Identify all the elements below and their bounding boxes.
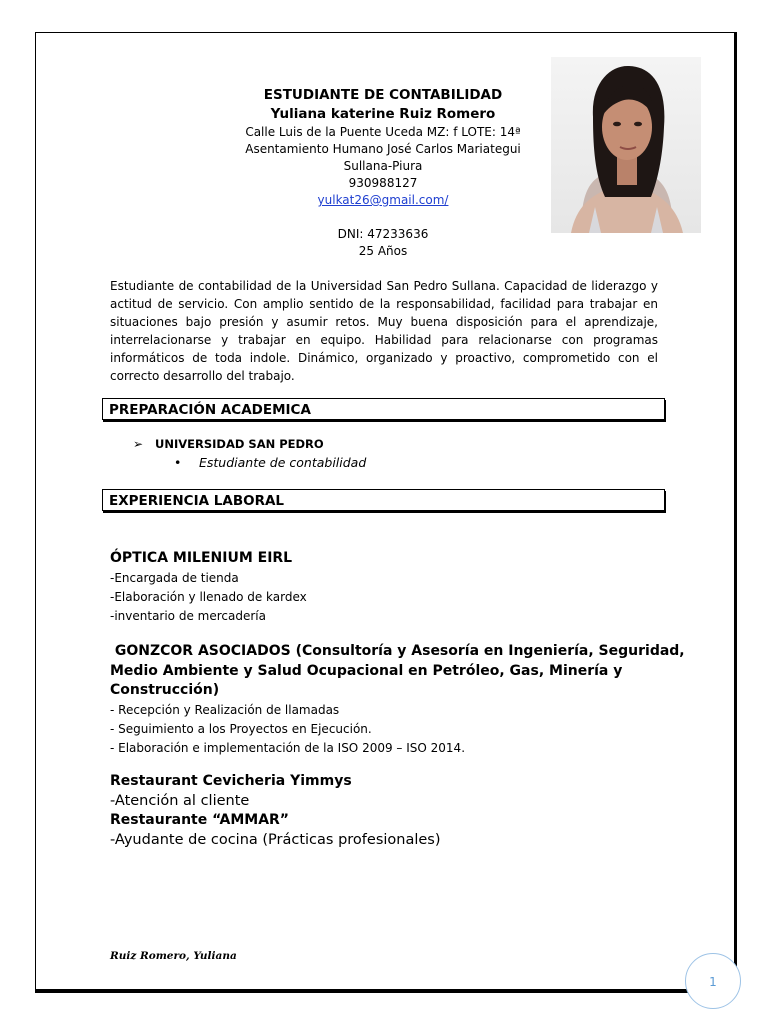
cv-header <box>200 86 566 260</box>
footer-author: Ruiz Romero, Yuliana <box>110 950 237 962</box>
job-optica <box>110 549 307 626</box>
job-company: ÓPTICA MILENIUM EIRL <box>110 550 293 566</box>
job-duty: - Elaboración e implementación de la ISO 2009 – ISO 2014. <box>110 740 466 755</box>
phone: 930988127 <box>348 176 418 190</box>
address-line-2: Asentamiento Humano José Carlos Mariategui <box>245 142 521 156</box>
job-company: Restaurante “AMMAR” <box>110 812 290 828</box>
job-gonzcor <box>110 642 685 758</box>
email-link[interactable]: yulkat26@gmail.com/ <box>317 193 449 207</box>
section-experience-header: EXPERIENCIA LABORAL <box>102 489 665 511</box>
job-duty: -Encargada de tienda <box>110 570 239 585</box>
profile-photo <box>551 57 701 233</box>
education-detail <box>174 454 366 472</box>
cv-title: ESTUDIANTE DE CONTABILIDAD <box>263 87 503 103</box>
section-education-header: PREPARACIÓN ACADEMICA <box>102 398 665 420</box>
address-line-1: Calle Luis de la Puente Uceda MZ: f LOTE: 14ª <box>245 125 521 139</box>
education-detail-text: Estudiante de contabilidad <box>199 455 367 470</box>
job-duty: - Seguimiento a los Proyectos en Ejecución. <box>110 721 372 736</box>
job-company: Medio Ambiente y Salud Ocupacional en Petróleo, Gas, Minería y <box>110 662 623 679</box>
bullet-icon: • <box>174 455 182 470</box>
job-company: GONZCOR ASOCIADOS (Consultoría y Asesoría en Ingeniería, Seguridad, <box>110 643 685 659</box>
cv-name: Yuliana katerine Ruiz Romero <box>270 106 496 122</box>
job-company: Restaurant Cevicheria Yimmys <box>110 773 352 789</box>
education-institution <box>133 436 324 452</box>
institution-name: UNIVERSIDAD SAN PEDRO <box>155 437 324 451</box>
arrow-bullet-icon: ➢ <box>133 437 144 451</box>
job-company: Construcción) <box>110 682 220 698</box>
profile-summary: Estudiante de contabilidad de la Universidad San Pedro Sullana. Capacidad de liderazgo y actitud de servicio. Con amplio sentido de la responsabilidad, facilidad para trabajar en situaciones bajo presión y asumir retos. Muy buena disposición para el aprendizaje, interrelacionarse y trabajar en equipo. Habilidad para relacionarse con programas informáticos de toda indole. Dinámico, organizado y proactivo, comprometido con el correcto desarrollo del trabajo. <box>110 279 658 383</box>
page-number: 1 <box>685 953 741 1009</box>
job-duty: -Elaboración y llenado de kardex <box>110 589 307 604</box>
city: Sullana-Piura <box>343 159 423 173</box>
job-restaurants <box>110 772 441 850</box>
job-duty: - Recepción y Realización de llamadas <box>110 702 340 717</box>
job-duty: -Atención al cliente <box>110 792 250 809</box>
age: 25 Años <box>358 244 408 258</box>
job-duty: -Ayudante de cocina (Prácticas profesionales) <box>110 831 441 848</box>
dni: DNI: 47233636 <box>337 227 429 241</box>
job-duty: -inventario de mercadería <box>110 608 266 623</box>
